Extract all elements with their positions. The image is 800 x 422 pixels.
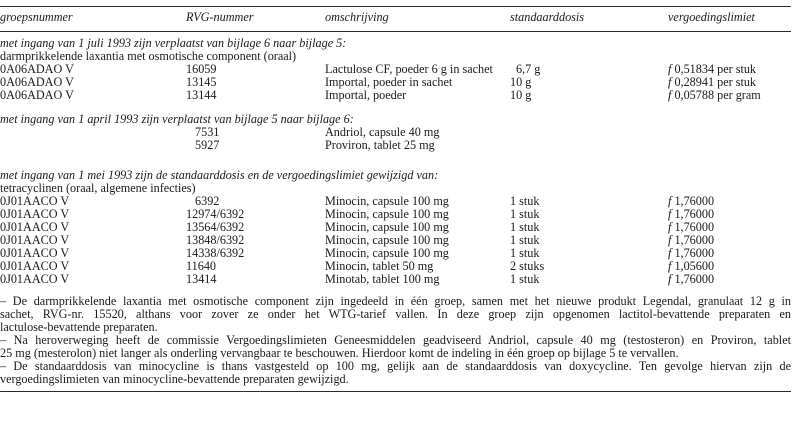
currency-symbol: f [668,246,672,260]
dosis-cell: 1 stuk [510,246,540,260]
groep-cell: 0J01AACO V [0,207,70,221]
limiet-cell [668,89,761,102]
omschrijving-cell: Minotab, tablet 100 mg [325,272,440,286]
limiet-value: 0,05788 per gram [674,88,761,102]
omschrijving-cell: Minocin, capsule 100 mg [325,207,449,221]
currency-symbol: f [668,62,672,76]
limiet-value: 0,28941 per stuk [674,75,757,89]
groep-cell: 0A06ADAO V [0,62,74,76]
dosis-cell: 10 g [510,88,532,102]
omschrijving-cell: Lactulose CF, poeder 6 g in sachet [325,62,493,76]
section-heading: met ingang van 1 april 1993 zijn verplaatst van bijlage 5 naar bijlage 6: [0,112,354,126]
note-line: – De darmprikkelende laxantia met osmotische component zijn ingedeeld in één groep, samen met het nieuwe produkt Legendal, granulaat 12 g in [0,294,791,308]
section-heading: met ingang van 1 juli 1993 zijn verplaatst van bijlage 6 naar bijlage 5: [0,36,347,50]
groep-cell: 0J01AACO V [0,246,70,260]
limiet-value: 1,76000 [674,220,715,234]
currency-symbol: f [668,220,672,234]
groep-cell: 0A06ADAO V [0,75,74,89]
omschrijving-cell: Importal, poeder in sachet [325,75,453,89]
currency-symbol: f [668,75,672,89]
dosis-cell: 1 stuk [510,233,540,247]
dosis-cell: 1 stuk [510,194,540,208]
rvg-cell: 13564/6392 [186,220,245,234]
currency-symbol: f [668,259,672,273]
omschrijving-cell: Minocin, capsule 100 mg [325,233,449,247]
header-vergoedingslimiet: vergoedingslimiet [668,10,755,24]
omschrijving-cell: Andriol, capsule 40 mg [325,125,440,139]
groep-cell: 0J01AACO V [0,220,70,234]
rvg-cell: 6392 [195,194,220,208]
dosis-cell: 1 stuk [510,207,540,221]
table-row [0,89,800,102]
currency-symbol: f [668,272,672,286]
dosis-cell: 10 g [510,75,532,89]
omschrijving-cell: Importal, poeder [325,88,407,102]
dosis-cell: 1 stuk [510,272,540,286]
table-row [0,273,800,286]
rvg-cell: 13145 [186,75,217,89]
rvg-cell: 12974/6392 [186,207,245,221]
table-row [0,139,800,152]
groep-cell: 0J01AACO V [0,259,70,273]
currency-symbol: f [668,233,672,247]
group-label: darmprikkelende laxantia met osmotische component (oraal) [0,49,297,63]
groep-cell: 0J01AACO V [0,272,70,286]
bottom-rule [0,391,791,392]
omschrijving-cell: Proviron, tablet 25 mg [325,138,435,152]
limiet-value: 0,51834 per stuk [674,62,757,76]
limiet-value: 1,76000 [674,233,715,247]
note-line: – Na heroverweging heeft de commissie Vergoedingslimieten Geneesmiddelen geadviseerd Andriol, capsule 40 mg (testosteron) en Proviron, tablet [0,333,791,347]
rvg-cell: 13414 [186,272,217,286]
note-line: lactulose-bevattende preparaten. [0,319,158,334]
header-omschrijving: omschrijving [325,10,389,24]
header-standaarddosis: standaarddosis [510,10,585,24]
limiet-value: 1,76000 [674,207,715,221]
rvg-cell: 11640 [186,259,217,273]
header-groepsnummer: groepsnummer [0,10,73,24]
groep-cell: 0A06ADAO V [0,88,74,102]
dosis-cell: 1 stuk [510,220,540,234]
limiet-value: 1,05600 [674,259,715,273]
rvg-cell: 13144 [186,88,217,102]
omschrijving-cell: Minocin, capsule 100 mg [325,246,449,260]
note-line: – De standaarddosis van minocycline is thans vastgesteld op 100 mg, gelijk aan de standaarddosis van doxycycline. Ten gevolge hiervan zijn de [0,359,791,373]
groep-cell: 0J01AACO V [0,233,70,247]
rvg-cell: 5927 [195,138,220,152]
omschrijving-cell: Minocin, tablet 50 mg [325,259,434,273]
rvg-cell: 14338/6392 [186,246,245,260]
note-line: 25 mg (mesterolon) niet langer als onderling vervangbaar te beschouwen. Hierdoor komt de indeling in één groep op bijlage 5 te vervallen. [0,345,679,360]
omschrijving-cell: Minocin, capsule 100 mg [325,194,449,208]
limiet-cell [668,273,714,286]
currency-symbol: f [668,207,672,221]
header-rvg-nummer: RVG-nummer [186,10,254,24]
note-line: vergoedingslimieten van minocycline-bevattende preparaten gewijzigd. [0,371,349,386]
omschrijving-cell: Minocin, capsule 100 mg [325,220,449,234]
limiet-value: 1,76000 [674,194,715,208]
note-line: sachet, RVG-nr. 15520, althans voor zover ze onder het WTG-tarief vallen. In deze groep zijn opgenomen lactitol-bevattende preparaten en [0,306,791,321]
limiet-value: 1,76000 [674,272,715,286]
note-minocycline [0,360,791,386]
dosis-cell: 2 stuks [510,259,545,273]
table-header [0,11,800,24]
header-rule [0,31,791,32]
currency-symbol: f [668,194,672,208]
rvg-cell: 7531 [195,125,220,139]
top-rule [0,6,791,7]
limiet-value: 1,76000 [674,246,715,260]
note-andriol-proviron [0,334,791,360]
section-heading: met ingang van 1 mei 1993 zijn de standaarddosis en de vergoedingslimiet gewijzigd van: [0,168,439,182]
note-laxantia [0,295,791,334]
group-label: tetracyclinen (oraal, algemene infecties) [0,181,196,195]
dosis-cell: 6,7 g [516,62,541,76]
currency-symbol: f [668,88,672,102]
rvg-cell: 16059 [186,62,217,76]
groep-cell: 0J01AACO V [0,194,70,208]
rvg-cell: 13848/6392 [186,233,245,247]
